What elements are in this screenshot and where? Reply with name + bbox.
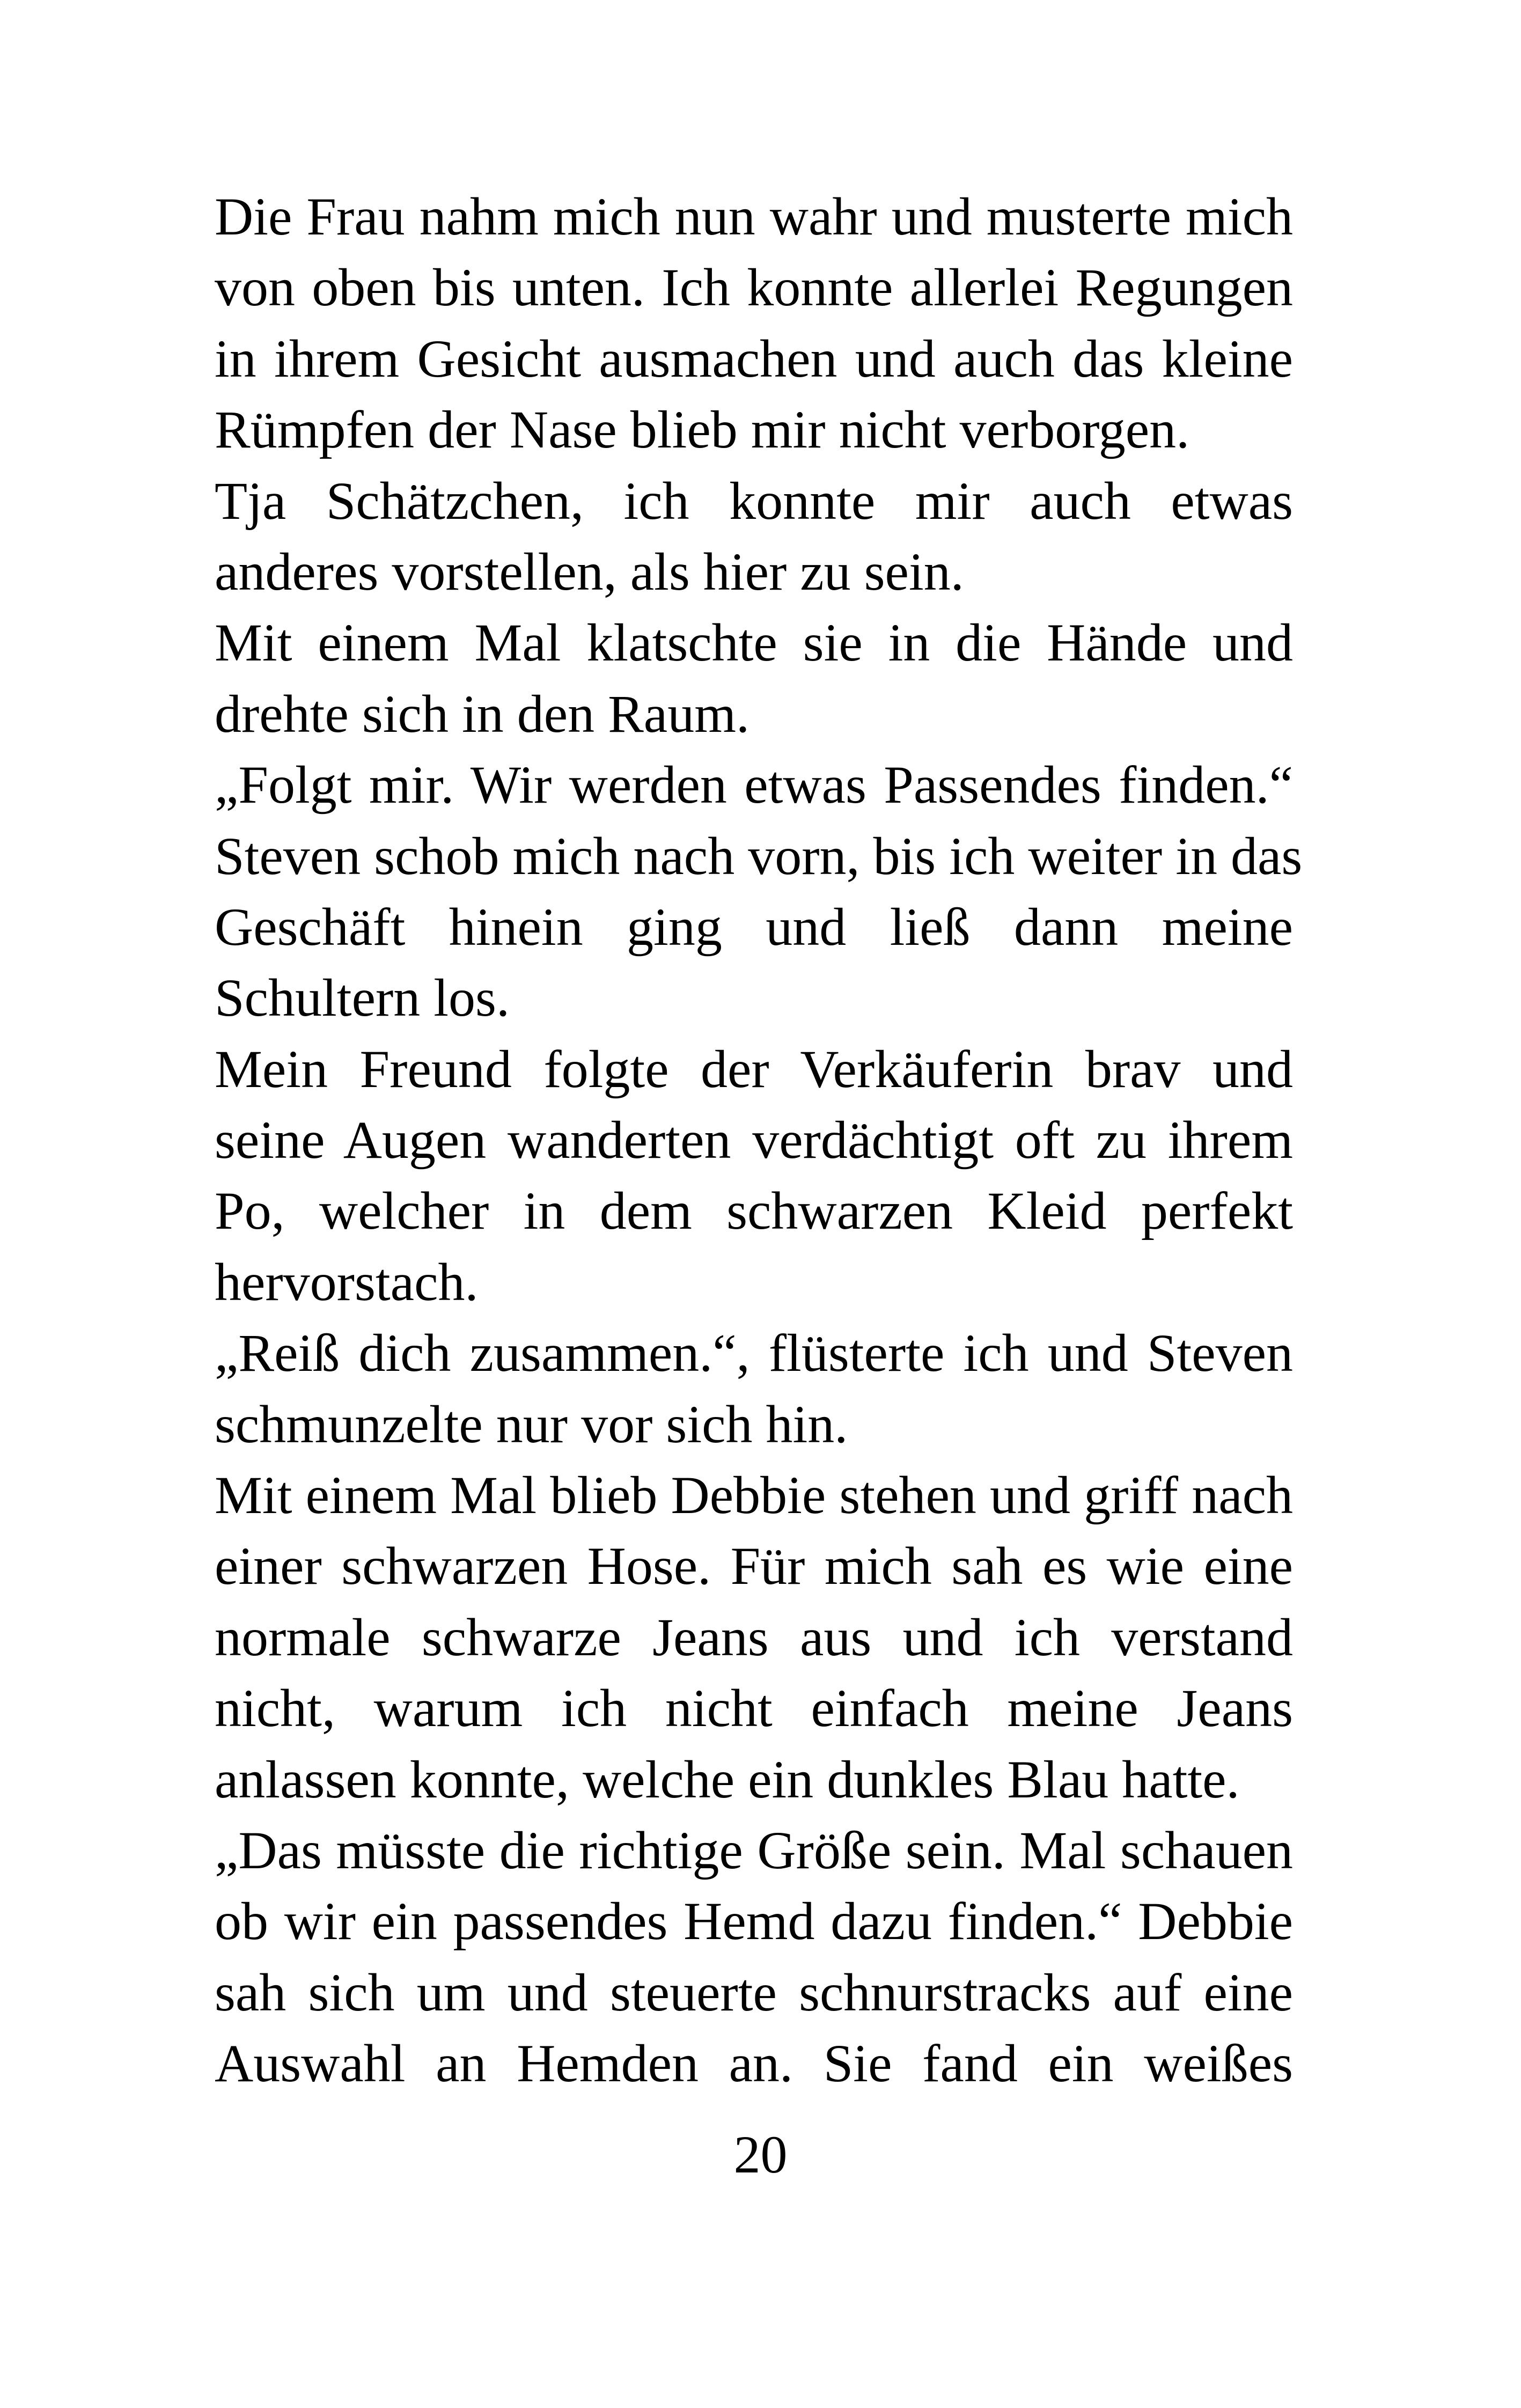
text-line: Po, welcher in dem schwarzen Kleid perfekt [215,1181,1293,1241]
text-line: seine Augen wanderten verdächtigt oft zu ihrem [215,1110,1293,1170]
page-number: 20 [733,2125,788,2184]
text-line: hervorstach. [215,1252,479,1312]
text-line: „Folgt mir. Wir werden etwas Passendes finden.“ [215,755,1293,815]
text-line: ob wir ein passendes Hemd dazu finden.“ Debbie [215,1891,1293,1951]
text-line: einer schwarzen Hose. Für mich sah es wie eine [215,1536,1293,1596]
text-line: Mein Freund folgte der Verkäuferin brav und [215,1039,1293,1099]
text-line: „Das müsste die richtige Größe sein. Mal schauen [215,1820,1293,1880]
text-line: drehte sich in den Raum. [215,684,750,744]
body-text [215,181,1303,2099]
text-line: anderes vorstellen, als hier zu sein. [215,541,964,601]
text-line: Geschäft hinein ging und ließ dann meine [215,897,1293,957]
text-line: Steven schob mich nach vorn, bis ich weiter in das [215,826,1303,886]
text-line: in ihrem Gesicht ausmachen und auch das kleine [215,328,1293,388]
text-line: Mit einem Mal klatschte sie in die Hände und [215,613,1293,673]
text-line: Schultern los. [215,968,510,1028]
text-line: sah sich um und steuerte schnurstracks auf eine [215,1962,1293,2022]
text-line: normale schwarze Jeans aus und ich verstand [215,1607,1293,1667]
text-line: anlassen konnte, welche ein dunkles Blau hatte. [215,1749,1240,1809]
text-line: Tja Schätzchen, ich konnte mir auch etwas [215,471,1293,531]
text-line: von oben bis unten. Ich konnte allerlei Regungen [215,258,1293,318]
text-line: schmunzelte nur vor sich hin. [215,1394,848,1454]
text-line: Mit einem Mal blieb Debbie stehen und griff nach [215,1465,1293,1525]
text-line: Rümpfen der Nase blieb mir nicht verborgen. [215,400,1190,460]
text-line: Auswahl an Hemden an. Sie fand ein weißes [215,2033,1293,2094]
text-line: Die Frau nahm mich nun wahr und musterte mich [215,187,1293,246]
text-line: „Reiß dich zusammen.“, flüsterte ich und Steven [215,1323,1293,1383]
text-line: nicht, warum ich nicht einfach meine Jeans [215,1678,1293,1738]
